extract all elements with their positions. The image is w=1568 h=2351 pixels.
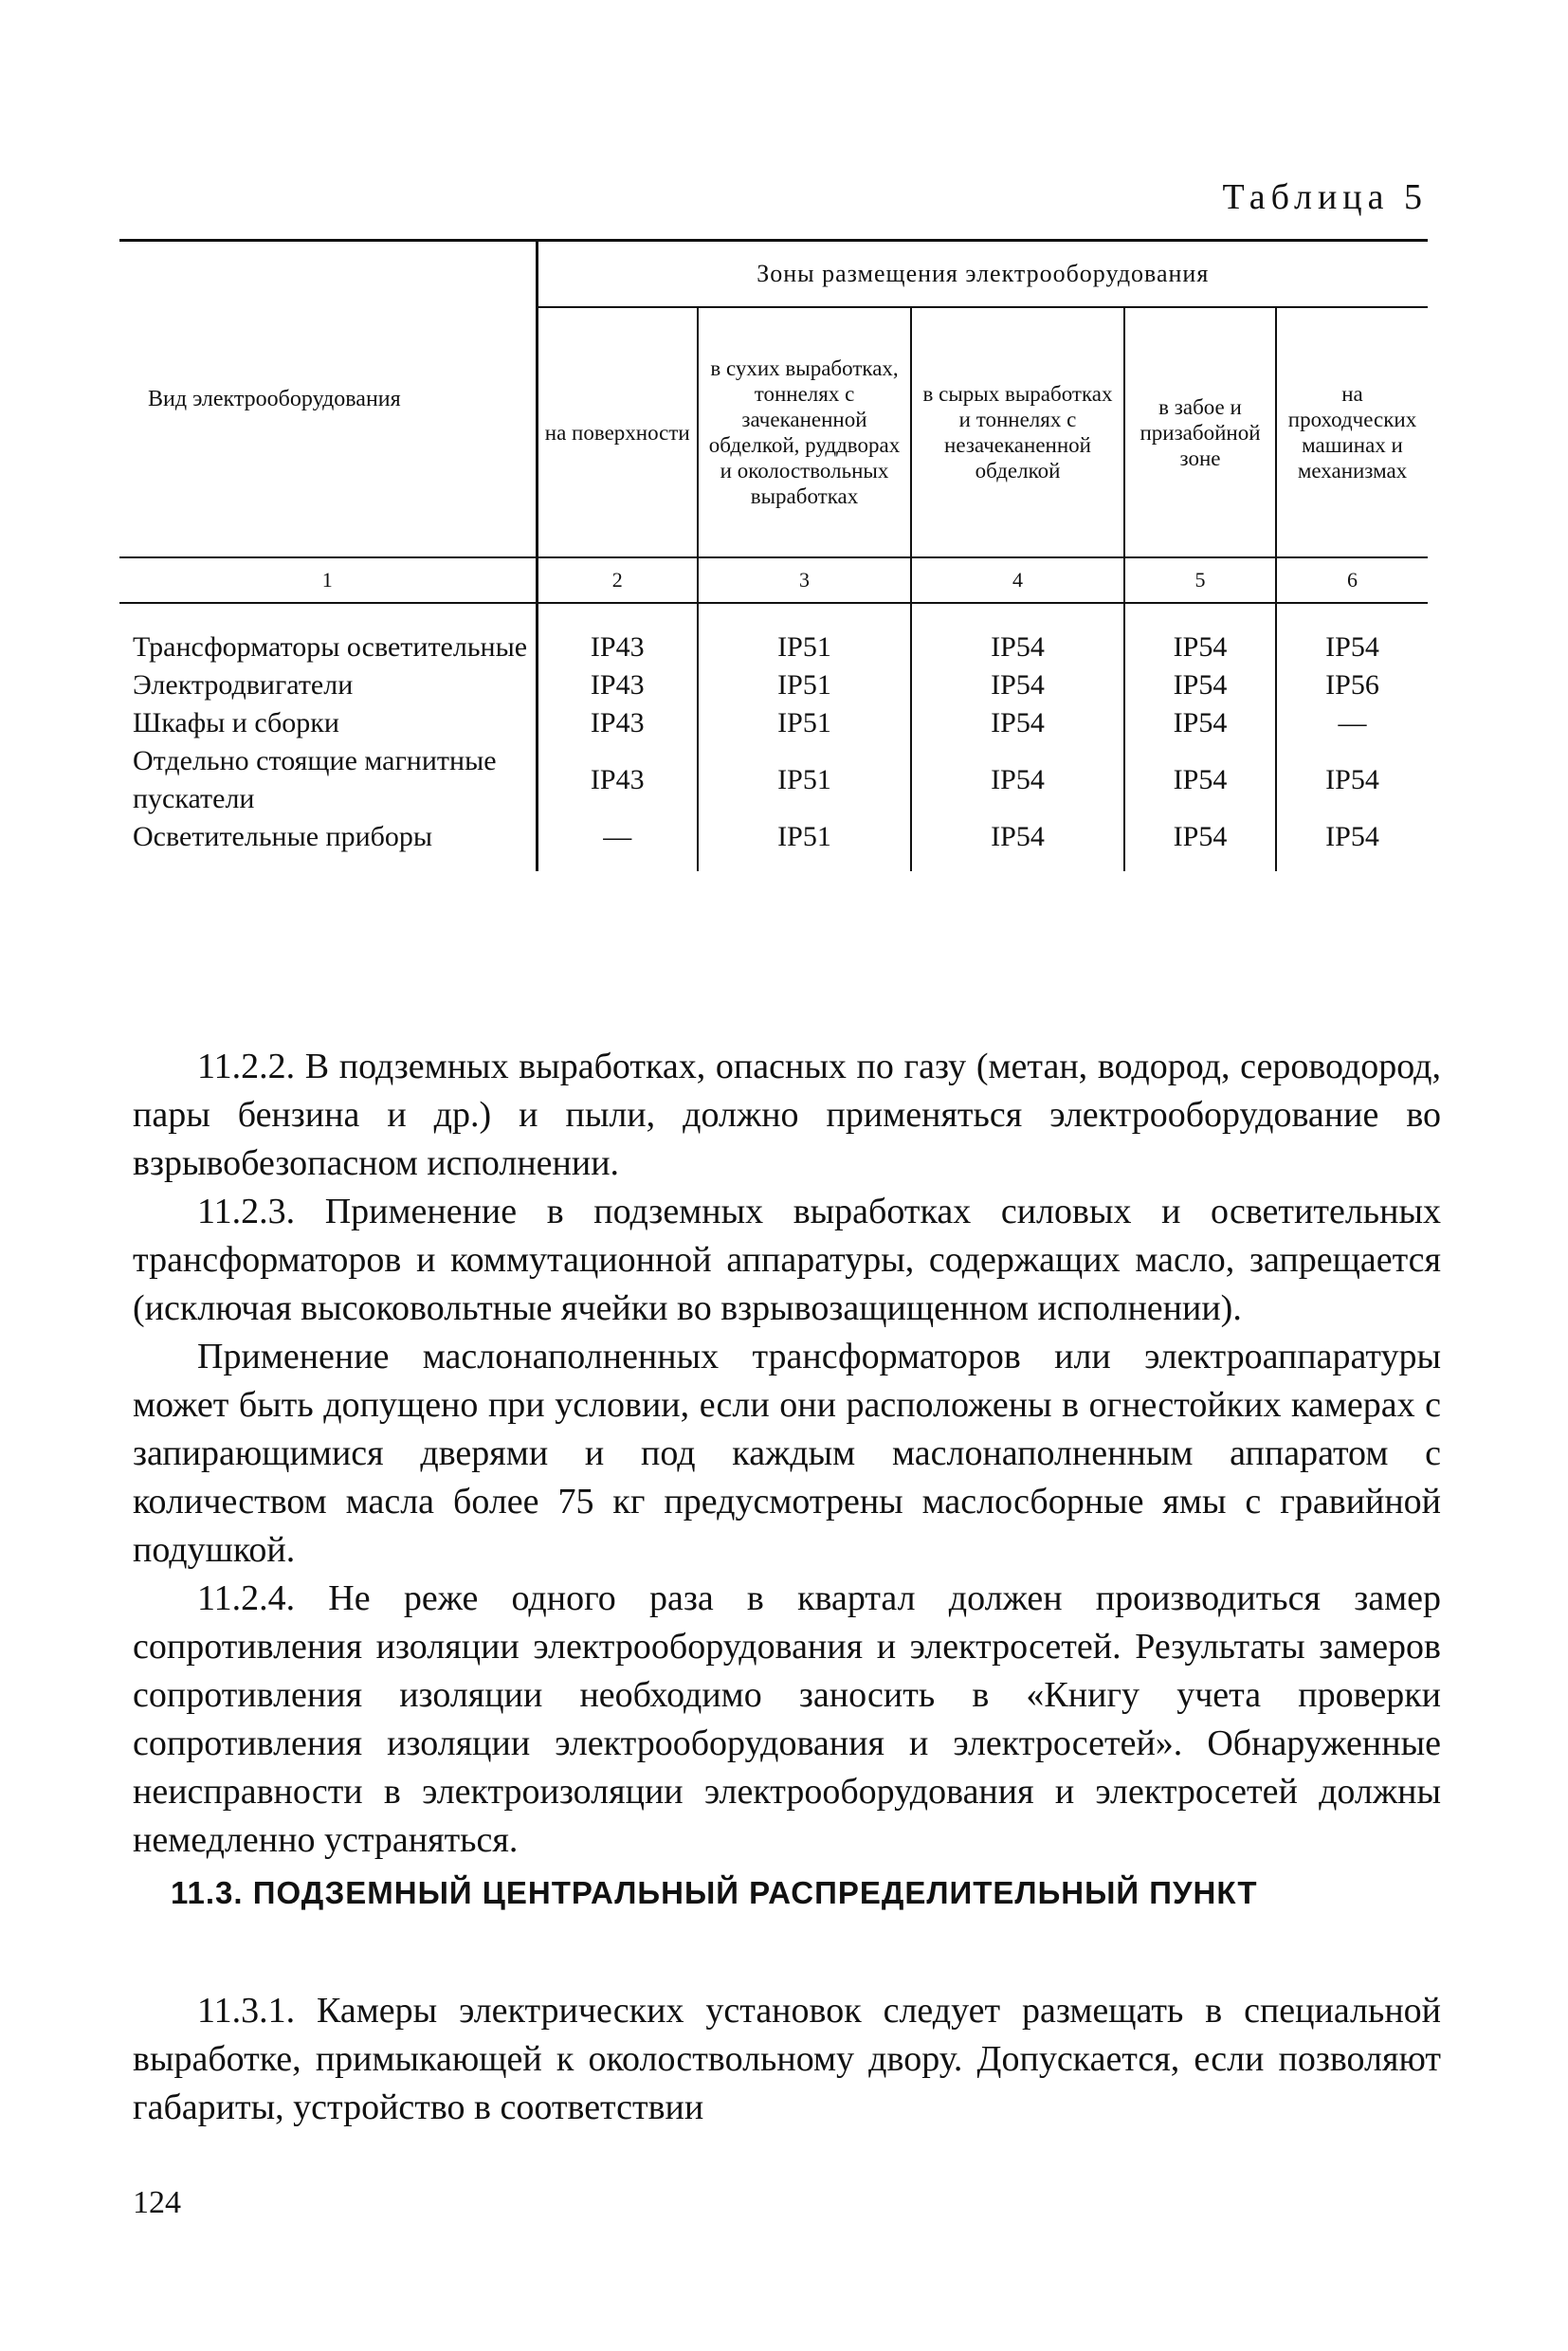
table-cell: IP54 (1124, 742, 1276, 818)
column-header: в сухих выработках, тоннелях с зачеканенной обделкой, руддворах и околоствольных выработках (698, 307, 911, 557)
column-header: на поверхности (537, 307, 698, 557)
table-cell: IP56 (1276, 666, 1428, 704)
column-number: 1 (119, 557, 537, 603)
table-cell: IP43 (537, 742, 698, 818)
table-cell: IP54 (911, 603, 1124, 666)
table-row (119, 603, 1428, 666)
column-number: 3 (698, 557, 911, 603)
table-cell: IP54 (911, 666, 1124, 704)
table-cell: IP51 (698, 603, 911, 666)
column-number: 4 (911, 557, 1124, 603)
column-header: в сырых выработках и тоннелях с незачеканенной обделкой (911, 307, 1124, 557)
column-number: 5 (1124, 557, 1276, 603)
table-cell: IP51 (698, 818, 911, 871)
paragraph-11-2-4: 11.2.4. Не реже одного раза в квартал должен производиться замер сопротивления изоляции электрооборудования и электросетей. Результаты замеров сопротивления изоляции необходимо заносить в «Книгу учета проверки сопротивления изоляции электрооборудования и электросетей». Обнаруженные неисправности в электроизоляции электрооборудования и электросетей должны немедленно устраняться. (133, 1578, 1441, 1860)
column-header: в забое и призабойной зоне (1124, 307, 1276, 557)
equipment-name: Отдельно стоящие магнитные пускатели (133, 745, 497, 814)
table-cell: IP54 (1276, 818, 1428, 871)
equipment-type-header: Вид электрооборудования (119, 241, 537, 558)
table-cell: IP43 (537, 704, 698, 742)
table-cell: IP43 (537, 666, 698, 704)
equipment-protection-table (119, 239, 1428, 871)
table-cell: IP54 (1124, 818, 1276, 871)
paragraph-11-2-3: 11.2.3. Применение в подземных выработках силовых и осветительных трансформаторов и коммутационной аппаратуры, содержащих масло, запрещается (исключая высоковольтные ячейки во взрывозащищенном исполнении). (133, 1192, 1441, 1328)
table-cell: — (1276, 704, 1428, 742)
table-cell: — (537, 818, 698, 871)
table-row (119, 666, 1428, 704)
equipment-name: Шкафы и сборки (133, 707, 339, 738)
equipment-name: Осветительные приборы (133, 821, 433, 852)
table-cell: IP54 (1124, 704, 1276, 742)
column-number: 2 (537, 557, 698, 603)
zone-header: Зоны размещения электрооборудования (537, 241, 1428, 308)
body-text-section-11-3 (133, 1987, 1441, 2132)
equipment-name: Электродвигатели (133, 669, 354, 701)
column-number: 6 (1276, 557, 1428, 603)
table-cell: IP51 (698, 666, 911, 704)
section-heading: 11.3. ПОДЗЕМНЫЙ ЦЕНТРАЛЬНЫЙ РАСПРЕДЕЛИТЕЛЬНЫЙ ПУНКТ (171, 1875, 1258, 1910)
page-number: 124 (133, 2185, 181, 2220)
table-cell: IP54 (911, 742, 1124, 818)
table-cell: IP51 (698, 742, 911, 818)
equipment-name: Трансформаторы осветительные (133, 631, 528, 663)
table-cell: IP54 (911, 704, 1124, 742)
body-text (133, 1043, 1441, 1865)
column-number-row (119, 557, 1428, 603)
column-header: на проходческих машинах и механизмах (1276, 307, 1428, 557)
table-cell: IP54 (1276, 742, 1428, 818)
table-row (119, 818, 1428, 871)
table-cell: IP54 (1124, 603, 1276, 666)
table-row (119, 742, 1428, 818)
table-cell: IP43 (537, 603, 698, 666)
paragraph-oil-equipment: Применение маслонаполненных трансформаторов или электроаппаратуры может быть допущено при условии, если они расположены в огнестойких камерах с запирающимися дверями и под каждым маслонаполненным аппаратом с количеством масла более 75 кг предусмотрены маслосборные ямы с гравийной подушкой. (133, 1337, 1441, 1570)
table-caption: Таблица 5 (1222, 177, 1428, 217)
table-cell: IP54 (911, 818, 1124, 871)
table-row (119, 704, 1428, 742)
table-cell: IP54 (1124, 666, 1276, 704)
paragraph-11-3-1: 11.3.1. Камеры электрических установок следует размещать в специальной выработке, примыкающей к околоствольному двору. Допускается, если позволяют габариты, устройство в соответствии (133, 1991, 1441, 2127)
table-cell: IP54 (1276, 603, 1428, 666)
paragraph-11-2-2: 11.2.2. В подземных выработках, опасных по газу (метан, водород, сероводород, пары бензина и др.) и пыли, должно применяться электрооборудование во взрывобезопасном исполнении. (133, 1047, 1441, 1183)
table-cell: IP51 (698, 704, 911, 742)
